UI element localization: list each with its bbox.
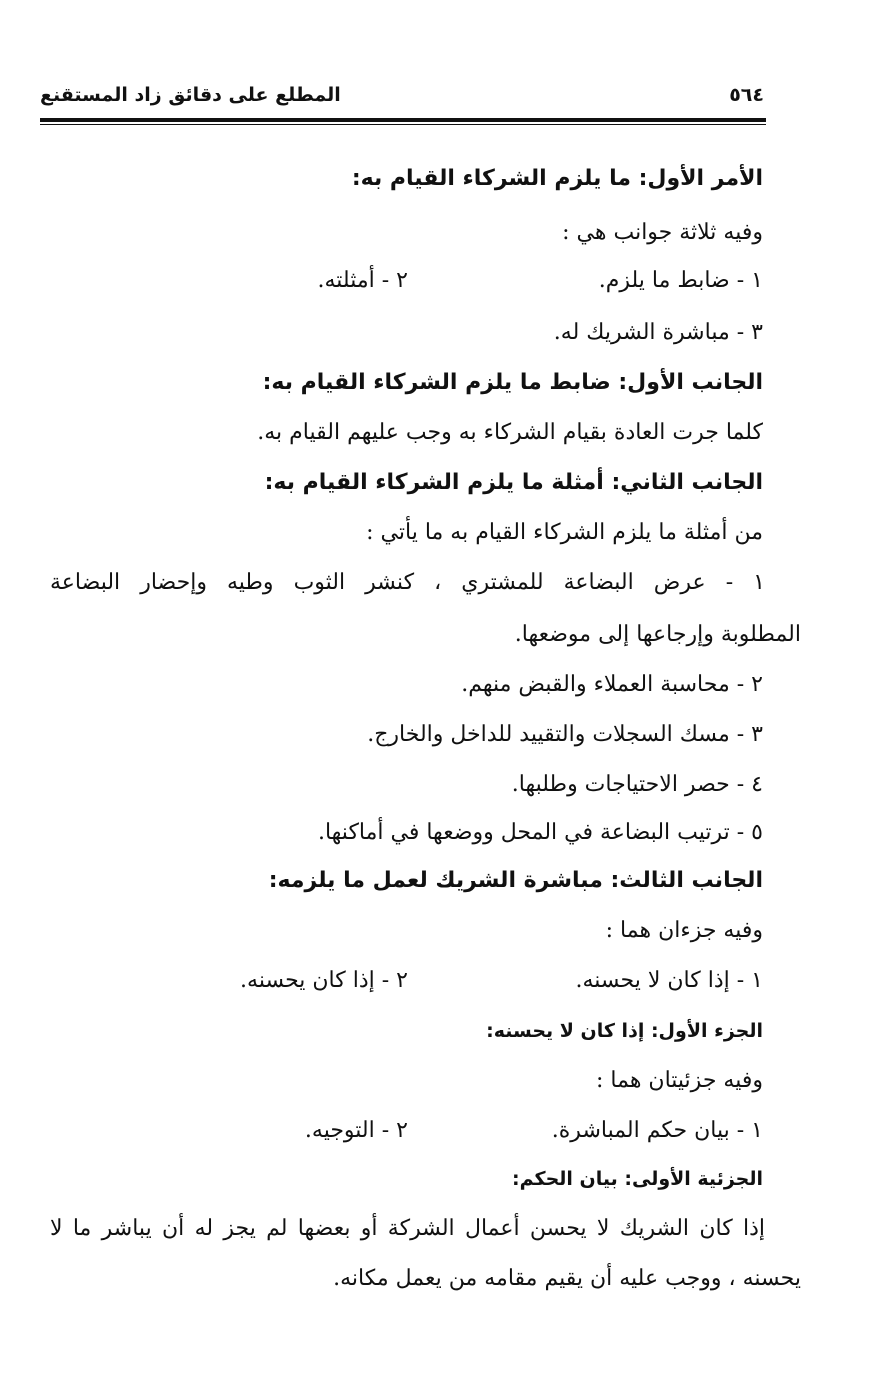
paragraph-line: كلما جرت العادة بقيام الشركاء به وجب عليهم القيام به. bbox=[257, 420, 763, 445]
paragraph-line: يحسنه ، ووجب عليه أن يقيم مقامه من يعمل مكانه. bbox=[333, 1266, 801, 1291]
paragraph-line: إذا كان الشريك لا يحسن أعمال الشركة أو بعضها لم يجز له أن يباشر ما لا bbox=[50, 1216, 765, 1241]
heading-aspect-one: الجانب الأول: ضابط ما يلزم الشركاء القيام به: bbox=[262, 370, 763, 395]
book-title: المطلع على دقائق زاد المستقنع bbox=[40, 84, 341, 106]
heading-sub-part-one: الجزئية الأولى: بيان الحكم: bbox=[512, 1168, 763, 1190]
heading-aspect-three: الجانب الثالث: مباشرة الشريك لعمل ما يلزمه: bbox=[268, 868, 763, 893]
running-header bbox=[40, 84, 764, 114]
heading-aspect-two: الجانب الثاني: أمثلة ما يلزم الشركاء القيام به: bbox=[264, 470, 763, 495]
paragraph-line: من أمثلة ما يلزم الشركاء القيام به ما يأتي : bbox=[366, 520, 763, 545]
list-item: ٤ - حصر الاحتياجات وطلبها. bbox=[511, 772, 763, 797]
list-item: ٢ - إذا كان يحسنه. bbox=[240, 968, 408, 993]
list-item-continuation: المطلوبة وإرجاعها إلى موضعها. bbox=[514, 622, 801, 647]
list-item: ٣ - مباشرة الشريك له. bbox=[553, 320, 763, 345]
list-item: ١ - بيان حكم المباشرة. bbox=[551, 1118, 763, 1143]
list-item: ٢ - محاسبة العملاء والقبض منهم. bbox=[461, 672, 763, 697]
list-item: ٢ - التوجيه. bbox=[304, 1118, 408, 1143]
heading-first-matter: الأمر الأول: ما يلزم الشركاء القيام به: bbox=[351, 166, 763, 191]
list-item: ١ - ضابط ما يلزم. bbox=[598, 268, 763, 293]
page-number: ٥٦٤ bbox=[729, 84, 764, 106]
paragraph-line: وفيه جزئيتان هما : bbox=[596, 1068, 763, 1093]
list-item: ٥ - ترتيب البضاعة في المحل ووضعها في أماكنها. bbox=[317, 820, 763, 845]
heading-part-one: الجزء الأول: إذا كان لا يحسنه: bbox=[486, 1020, 763, 1042]
list-item: ١ - عرض البضاعة للمشتري ، كنشر الثوب وطيه وإحضار البضاعة bbox=[50, 570, 765, 595]
header-rule-thin bbox=[40, 124, 766, 125]
paragraph-line: وفيه جزءان هما : bbox=[605, 918, 763, 943]
list-item: ١ - إذا كان لا يحسنه. bbox=[575, 968, 763, 993]
paragraph-line: وفيه ثلاثة جوانب هي : bbox=[562, 220, 763, 245]
list-item: ٣ - مسك السجلات والتقييد للداخل والخارج. bbox=[367, 722, 763, 747]
list-item: ٢ - أمثلته. bbox=[317, 268, 408, 293]
header-rule-thick bbox=[40, 118, 766, 122]
